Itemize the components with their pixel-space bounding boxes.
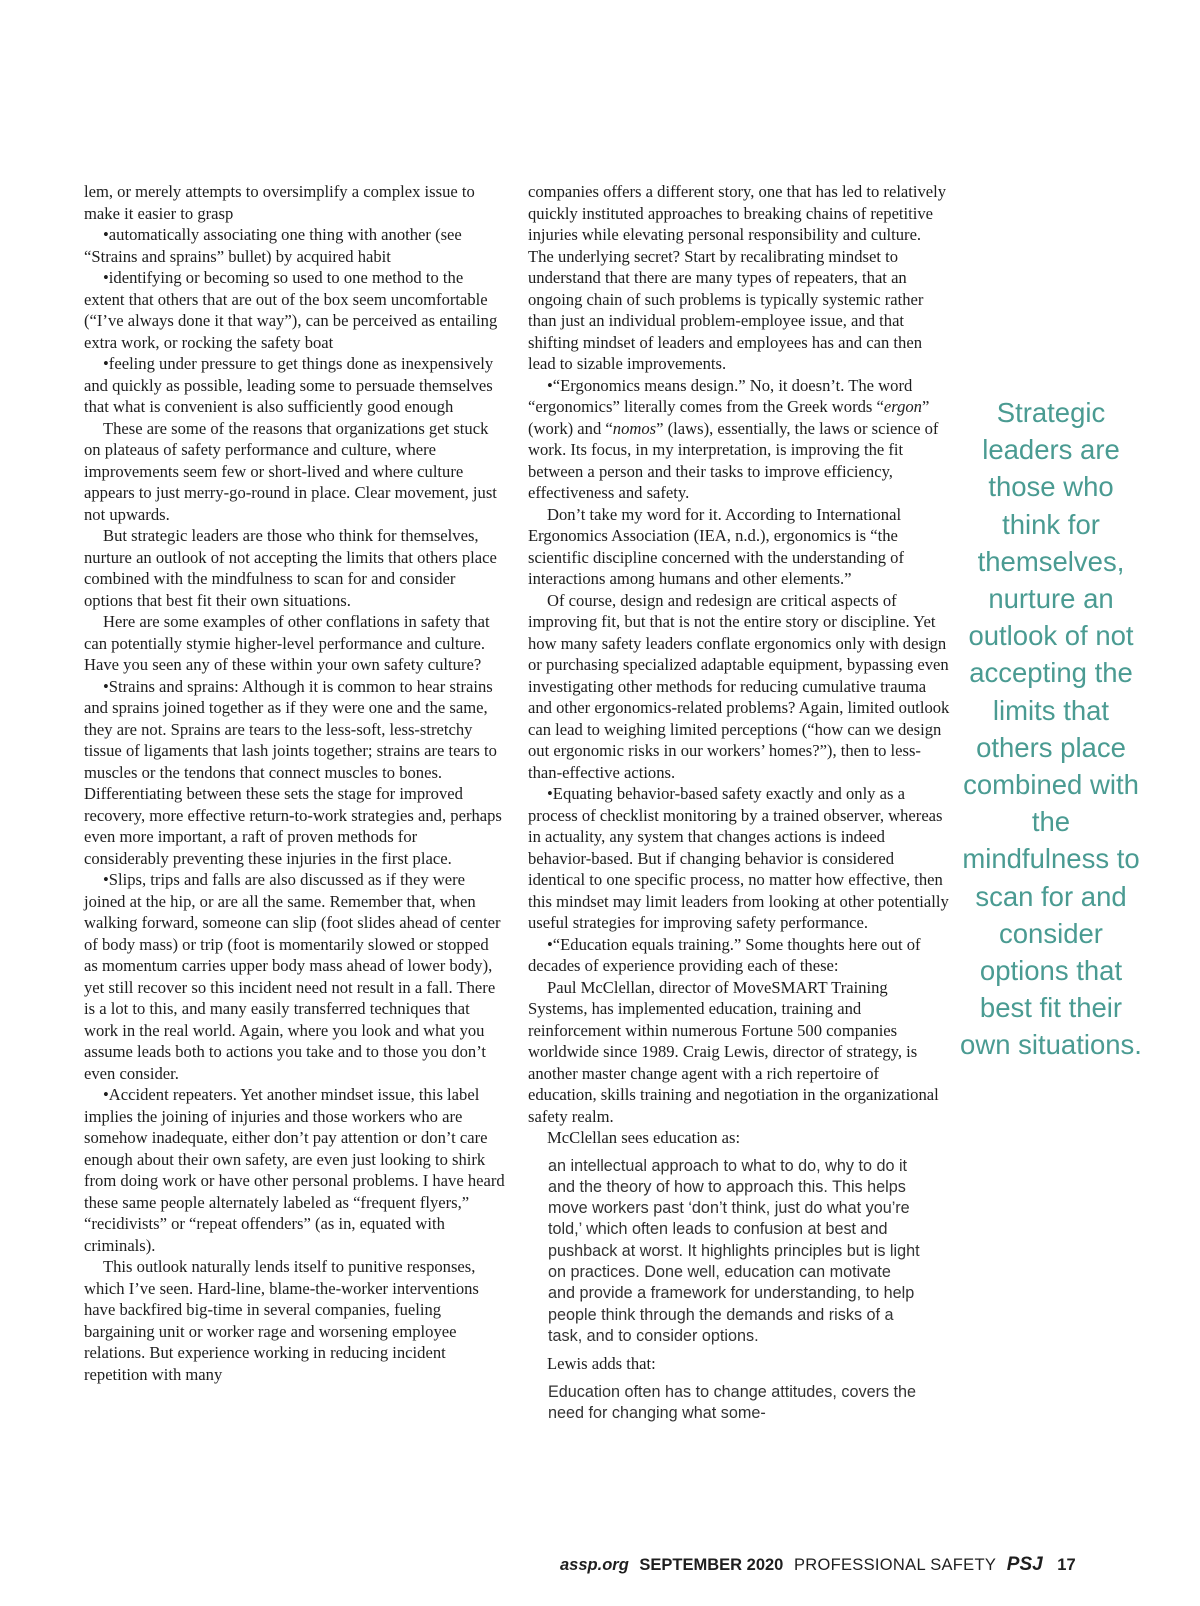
bullet-paragraph: •“Education equals training.” Some thoughts here out of decades of experience providing each of these: <box>528 934 921 975</box>
block-quote-lewis: Education often has to change attitudes, covers the need for changing what some- <box>548 1382 917 1422</box>
paragraph: Of course, design and redesign are critical aspects of improving fit, but that is not the entire story or discipline. Yet how many safety leaders conflate ergonomics only with design or purchasing specialized adaptable equipment, bypassing even investigating other methods for reducing cumulative trauma and other ergonomics-related problems? Again, limited outlook can lead to weighing limited perceptions (“how can we design out ergonomic risks in our workers’ homes?”), then to less-than-effective actions. <box>528 590 950 782</box>
paragraph: McClellan sees education as: <box>547 1128 741 1147</box>
text-run: •“Ergonomics means design.” No, it doesn’t. The word “ergonomics” literally comes from the Greek words “ <box>528 375 913 416</box>
paragraph: Don’t take my word for it. According to International Ergonomics Association (IEA, n.d.), ergonomics is “the scientific discipline concerned with the understanding of interactions among humans and other elements.” <box>528 504 905 588</box>
text-run: ” (work) and “ <box>528 397 930 438</box>
page-footer <box>560 1554 1144 1576</box>
bullet-paragraph: •Accident repeaters. Yet another mindset issue, this label implies the joining of injuries and those workers who are somehow inadequate, either don’t pay attention or don’t care enough about their own safety, are even just looking to shirk from doing work or have other personal problems. I have heard these same people alternately labeled as “frequent flyers,” “recidivists” or “repeat offenders” (as in, equated with criminals). <box>84 1085 505 1255</box>
paragraph: companies offers a different story, one that has led to relatively quickly instituted approaches to breaking chains of repetitive injuries while elevating personal responsibility and culture. The underlying secret? Start by recalibrating mindset to understand that there are many types of repeaters, that an ongoing chain of such problems is typically systemic rather than just an individual problem-employee issue, and that shifting mindset of leaders and employees has and can then lead to sizable improvements. <box>528 182 947 373</box>
bullet-paragraph: •automatically associating one thing with another (see “Strains and sprains” bullet) by acquired habit <box>84 225 462 266</box>
article-column-middle <box>528 181 950 1430</box>
paragraph: Here are some examples of other conflations in safety that can potentially stymie higher-level performance and culture. Have you seen any of these within your own safety culture? <box>84 612 490 674</box>
paragraph: But strategic leaders are those who think for themselves, nurture an outlook of not accepting the limits that others place combined with the mindfulness to scan for and consider options that best fit their own situations. <box>84 526 497 610</box>
paragraph: These are some of the reasons that organizations get stuck on plateaus of safety performance and culture, where improvements seem few or short-lived and where culture appears to just merry-go-round in place. Clear movement, just not upwards. <box>84 418 497 524</box>
paragraph: This outlook naturally lends itself to punitive responses, which I’ve seen. Hard-line, blame-the-worker interventions have backfired big-time in several companies, fueling bargaining unit or worker rage and worsening employee relations. But experience working in reducing incident repetition with many <box>84 1257 479 1384</box>
term-ergon: ergon <box>883 397 922 416</box>
term-nomos: nomos <box>612 418 657 438</box>
footer-magazine: PROFESSIONAL SAFETY <box>793 1556 997 1574</box>
footer-site: assp.org <box>560 1556 629 1574</box>
bullet-paragraph: •Slips, trips and falls are also discussed as if they were joined at the hip, or are all the same. Remember that, when walking forward, someone can slip (foot slides ahead of center of body mass) or trip (foot is momentarily slowed or stopped as momentum carries upper body mass ahead of lower body), yet still recover so this incident need not result in a fall. There is a lot to this, and many easily transferred techniques that work in the real world. Again, where you look and what you assume leads both to actions you take and to those you don’t even consider. <box>84 870 501 1083</box>
ergonomics-paragraph <box>528 375 950 504</box>
article-column-left <box>84 181 506 1385</box>
paragraph: lem, or merely attempts to oversimplify a complex issue to make it easier to grasp <box>84 182 475 223</box>
footer-psj-logo: PSJ <box>1006 1554 1043 1575</box>
block-quote-mcclellan: an intellectual approach to what to do, why to do it and the theory of how to approach this. This helps move workers past ‘don’t think, just do what you’re told,’ which often leads to confusion at best and pushback at worst. It highlights principles but is light on practices. Done well, education can motivate and provide a framework for understanding, to help people think through the demands and risks of a task, and to consider options. <box>548 1156 920 1345</box>
bullet-paragraph: •Strains and sprains: Although it is common to hear strains and sprains joined together as if they were one and the same, they are not. Sprains are tears to the less-soft, less-stretchy tissue of ligaments that lash joints together; strains are tears to muscles or the tendons that connect muscles to bones. Differentiating between these sets the stage for improved recovery, more effective return-to-work strategies and, perhaps even more important, a raft of proven methods for considerably preventing these injuries in the first place. <box>84 676 502 868</box>
text-run: ” (laws), essentially, the laws or science of work. Its focus, in my interpretation, is improving the fit between a person and their tasks to improve efficiency, effectiveness and safety. <box>528 418 939 502</box>
paragraph: Paul McClellan, director of MoveSMART Training Systems, has implemented education, training and reinforcement within numerous Fortune 500 companies worldwide since 1989. Craig Lewis, director of strategy, is another master change agent with a rich repertoire of education, skills training and negotiation in the organizational safety realm. <box>528 977 939 1126</box>
bullet-paragraph: •identifying or becoming so used to one method to the extent that others that are out of the box seem uncomfortable (“I’ve always done it that way”), can be perceived as entailing extra work, or rocking the safety boat <box>84 268 498 352</box>
page-number: 17 <box>1057 1556 1076 1574</box>
bullet-paragraph: •Equating behavior-based safety exactly and only as a process of checklist monitoring by a trained observer, whereas in actuality, any system that changes actions is indeed behavior-based. But if changing behavior is considered identical to one specific process, no matter how effective, then this mindset may limit leaders from looking at other potentially useful strategies for improving safety performance. <box>528 784 949 932</box>
paragraph: Lewis adds that: <box>547 1354 656 1374</box>
bullet-paragraph: •feeling under pressure to get things done as inexpensively and quickly as possible, leading some to persuade themselves that what is convenient is also sufficiently good enough <box>84 354 494 416</box>
footer-date: SEPTEMBER 2020 <box>639 1556 784 1574</box>
pull-quote: Strategic leaders are those who think for themselves, nurture an outlook of not accepting the limits that others place combined with the mindfulness to scan for and consider options that best fit their own situations. <box>960 397 1142 1061</box>
